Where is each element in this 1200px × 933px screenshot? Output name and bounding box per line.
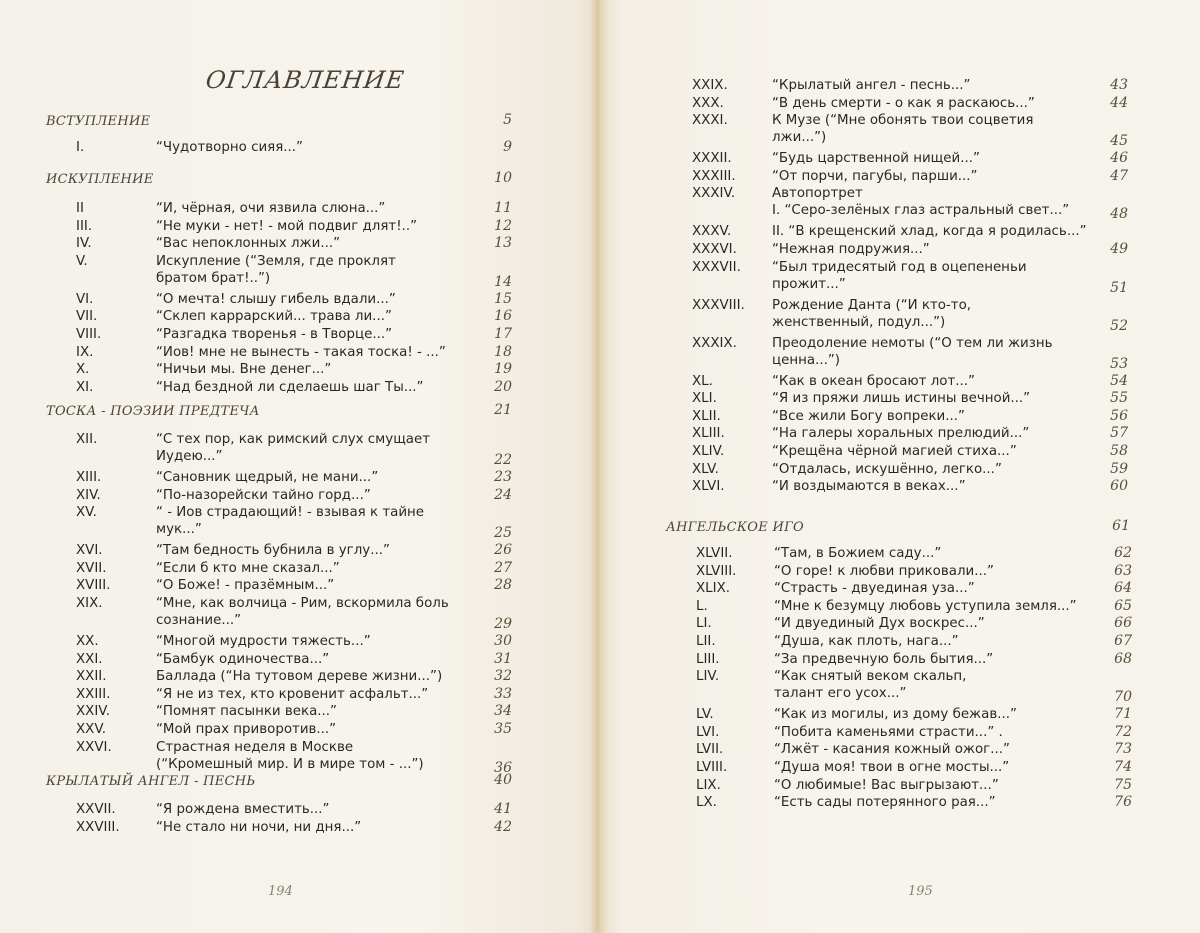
entry-title: “Если б кто мне сказал...” bbox=[156, 560, 340, 576]
entry-title: “По-назорейски тайно горд...” bbox=[156, 487, 371, 503]
entry-number: VIII. bbox=[76, 327, 102, 342]
entry-page: 67 bbox=[1114, 633, 1132, 649]
entry-title: “О горе! к любви приковали...” bbox=[774, 563, 994, 579]
entry-number: XIX. bbox=[76, 596, 103, 611]
entry-page: 45 bbox=[1110, 133, 1128, 150]
entry-page: 11 bbox=[494, 200, 512, 216]
entry-number: XXXVII. bbox=[692, 259, 741, 275]
entry-number: X. bbox=[76, 362, 90, 378]
entry-page: 44 bbox=[1110, 94, 1128, 111]
entry-title: “Отдалась, искушённо, легко...” bbox=[772, 461, 1002, 477]
entry-page: 51 bbox=[1110, 279, 1128, 296]
section-page: 10 bbox=[494, 170, 512, 186]
entry-number: XLIX. bbox=[696, 581, 731, 597]
entry-title: “И воздымаются в веках...” bbox=[772, 479, 966, 495]
section-page: 40 bbox=[494, 772, 512, 788]
entry-title: “Как из могилы, из дому бежав...” bbox=[774, 707, 1017, 723]
entry-page: 27 bbox=[494, 559, 512, 576]
entry-number: XLVIII. bbox=[696, 563, 737, 579]
entry-title: “На галеры хоральных прелюдий...” bbox=[772, 426, 1030, 442]
entry-number: XLIII. bbox=[692, 426, 725, 442]
entry-number: XXX. bbox=[692, 95, 724, 111]
entry-title: “Мне к безумцу любовь уступила земля...” bbox=[774, 598, 1077, 614]
entry-number: XXIX. bbox=[692, 78, 728, 93]
section-page: 5 bbox=[503, 112, 512, 128]
entry-title: “Склеп каррарский... трава ли...” bbox=[156, 309, 392, 325]
entry-number: XXXII. bbox=[692, 151, 732, 167]
entry-page: 54 bbox=[1110, 372, 1128, 389]
entry-page: 71 bbox=[1114, 706, 1132, 723]
entry-page: 17 bbox=[494, 326, 512, 342]
entry-title: Рождение Данта (“И кто-то, женственный, подул...”) bbox=[772, 297, 972, 330]
entry-page: 26 bbox=[494, 542, 512, 559]
entry-page: 13 bbox=[494, 235, 512, 252]
entry-number: V. bbox=[76, 253, 88, 269]
entry-title: “Есть сады потерянного рая...” bbox=[774, 795, 996, 811]
entry-page: 70 bbox=[1114, 689, 1132, 706]
entry-title: “Крещёна чёрной магией стиха...” bbox=[772, 444, 1017, 459]
entry-page: 14 bbox=[494, 273, 512, 290]
entry-page: 60 bbox=[1110, 478, 1128, 495]
entry-number: LX. bbox=[696, 795, 717, 811]
entry-number: LI. bbox=[696, 616, 712, 632]
entry-title: “Как снятый веком скальп, талант его усох...” bbox=[774, 669, 967, 702]
entry-title: “И, чёрная, очи язвила слюна...” bbox=[156, 201, 386, 216]
entry-title: “Я не из тех, кто кровенит асфальт...” bbox=[156, 686, 429, 702]
entry-number: XIII. bbox=[76, 470, 102, 485]
entry-page: 48 bbox=[1110, 206, 1128, 223]
entry-page: 63 bbox=[1114, 562, 1132, 579]
entry-title: К Музе (“Мне обонять твои соцветия лжи...”) bbox=[772, 113, 1034, 146]
entry-title: “Будь царственной нищей...” bbox=[772, 151, 980, 167]
entry-page: 56 bbox=[1110, 407, 1128, 424]
section-heading: ИСКУПЛЕНИЕ bbox=[46, 172, 154, 187]
section-heading: ТОСКА - ПОЭЗИИ ПРЕДТЕЧА bbox=[46, 404, 260, 419]
entry-number: LIII. bbox=[696, 651, 720, 667]
entry-number: XXXI. bbox=[692, 113, 728, 129]
entry-title: “Мне, как волчица - Рим, вскормила боль сознание...” bbox=[156, 596, 449, 628]
entry-number: LVI. bbox=[696, 724, 720, 740]
entry-number: XVIII. bbox=[76, 578, 111, 594]
entry-title: “Бамбук одиночества...” bbox=[156, 651, 330, 667]
entry-page: 64 bbox=[1114, 580, 1132, 597]
entry-title: “Многой мудрости тяжесть...” bbox=[156, 634, 371, 649]
entry-number: LV. bbox=[696, 707, 714, 723]
entry-number: XXI. bbox=[76, 651, 103, 667]
entry-number: I. bbox=[76, 140, 85, 155]
entry-number: IV. bbox=[76, 236, 92, 252]
entry-number: XXVII. bbox=[76, 802, 116, 817]
entry-page: 68 bbox=[1114, 650, 1132, 667]
entry-page: 66 bbox=[1114, 615, 1132, 632]
entry-number: XLV. bbox=[692, 461, 719, 477]
entry-title: “О любимые! Вас выгрызают...” bbox=[774, 777, 999, 793]
entry-page: 25 bbox=[494, 525, 512, 542]
entry-page: 73 bbox=[1114, 741, 1132, 758]
entry-title: “ - Иов страдающий! - взывая к тайне мук...” bbox=[156, 505, 425, 538]
entry-number: II bbox=[76, 201, 84, 216]
section-heading: ВСТУПЛЕНИЕ bbox=[46, 114, 151, 129]
entry-page: 23 bbox=[494, 469, 512, 485]
entry-title: “Не стало ни ночи, ни дня...” bbox=[156, 819, 362, 835]
entry-page: 31 bbox=[494, 650, 512, 667]
entry-number: XXVI. bbox=[76, 739, 112, 755]
entry-page: 34 bbox=[494, 703, 512, 720]
entry-title: “Крылатый ангел - песнь...” bbox=[772, 78, 971, 93]
entry-number: VI. bbox=[76, 291, 94, 307]
entry-title: Баллада (“На тутовом дереве жизни...”) bbox=[156, 669, 443, 685]
entry-title: “Разгадка творенья - в Творце...” bbox=[156, 327, 393, 342]
entry-page: 47 bbox=[1110, 167, 1128, 184]
entry-page: 32 bbox=[494, 668, 512, 685]
entry-number: LIV. bbox=[696, 669, 720, 685]
entry-page: 46 bbox=[1110, 150, 1128, 167]
entry-number: III. bbox=[76, 218, 93, 234]
entry-page: 19 bbox=[494, 361, 512, 378]
entry-title: “За предвечную боль бытия...” bbox=[774, 651, 994, 667]
entry-number: L. bbox=[696, 598, 708, 614]
entry-page: 59 bbox=[1110, 460, 1128, 477]
entry-title: “Над бездной ли сделаешь шаг Ты...” bbox=[156, 379, 424, 395]
entry-number: IX. bbox=[76, 344, 94, 360]
right-folio: 195 bbox=[908, 884, 933, 899]
entry-page: 33 bbox=[494, 685, 512, 702]
entry-number: LII. bbox=[696, 634, 716, 649]
entry-title: “И двуединый Дух воскрес...” bbox=[774, 616, 985, 632]
entry-title: “Лжёт - касания кожный ожог...” bbox=[774, 742, 1010, 758]
entry-title: “Чудотворно сияя...” bbox=[156, 140, 303, 155]
entry-page: 12 bbox=[494, 217, 512, 234]
entry-number: XLIV. bbox=[692, 444, 725, 459]
entry-number: XX. bbox=[76, 634, 99, 649]
entry-title: “Там, в Божием саду...” bbox=[774, 546, 942, 561]
section-page: 21 bbox=[494, 402, 512, 418]
entry-page: 52 bbox=[1110, 317, 1128, 334]
entry-page: 43 bbox=[1110, 77, 1128, 93]
entry-number: LVII. bbox=[696, 742, 724, 758]
entry-title: “Ничьи мы. Вне денег...” bbox=[156, 362, 332, 378]
entry-page: 22 bbox=[494, 452, 512, 468]
entry-title: “Душа моя! твои в огне мосты...” bbox=[774, 760, 1010, 775]
entry-title: “Сановник щедрый, не мани...” bbox=[156, 470, 379, 485]
entry-page: 16 bbox=[494, 308, 512, 325]
entry-number: XXXVI. bbox=[692, 242, 737, 257]
entry-number: LVIII. bbox=[696, 760, 728, 775]
entry-page: 49 bbox=[1110, 241, 1128, 257]
entry-page: 72 bbox=[1114, 723, 1132, 740]
entry-page: 28 bbox=[494, 577, 512, 594]
entry-title: Страстная неделя в Москве (“Кромешный мир. И в мире том - ...”) bbox=[156, 739, 424, 772]
entry-page: 75 bbox=[1114, 776, 1132, 793]
entry-title: “Не муки - нет! - мой подвиг длят!..” bbox=[156, 218, 418, 234]
entry-title: “От порчи, пагубы, парши...” bbox=[772, 168, 978, 184]
entry-page: 74 bbox=[1114, 759, 1132, 775]
entry-title: “Я из пряжи лишь истины вечной...” bbox=[772, 391, 1031, 407]
section-heading: АНГЕЛЬСКОЕ ИГО bbox=[666, 520, 804, 535]
entry-number: XXVIII. bbox=[76, 819, 120, 835]
entry-title: “Душа, как плоть, нага...” bbox=[774, 634, 959, 649]
entry-number: XXXIV. bbox=[692, 186, 736, 202]
entry-title: “Все жили Богу вопреки...” bbox=[772, 408, 965, 424]
entry-number: XXV. bbox=[76, 722, 107, 737]
entry-number: XXIII. bbox=[76, 686, 111, 702]
entry-title: “С тех пор, как римский слух смущает Иудею...” bbox=[156, 432, 431, 464]
entry-number: XXXVIII. bbox=[692, 297, 745, 313]
page-title: ОГЛАВЛЕНИЕ bbox=[204, 66, 407, 94]
entry-title: “Иов! мне не вынесть - такая тоска! - ...” bbox=[156, 344, 446, 360]
book-gutter bbox=[590, 0, 608, 933]
entry-title: Автопортрет I. “Серо-зелёных глаз астральный свет...” bbox=[772, 186, 1070, 219]
entry-page: 42 bbox=[494, 818, 512, 835]
entry-page: 62 bbox=[1114, 545, 1132, 561]
entry-page: 9 bbox=[503, 139, 512, 155]
entry-number: XLVII. bbox=[696, 546, 733, 561]
entry-number: XLII. bbox=[692, 408, 721, 424]
entry-title: “Там бедность бубнила в углу...” bbox=[156, 543, 390, 559]
entry-number: XXXV. bbox=[692, 224, 732, 240]
entry-page: 35 bbox=[494, 721, 512, 737]
entry-title: “Помнят пасынки века...” bbox=[156, 704, 337, 720]
entry-title: Преодоление немоты (“О тем ли жизнь ценна...”) bbox=[772, 335, 1053, 368]
entry-page: 65 bbox=[1114, 597, 1132, 614]
entry-number: XXIV. bbox=[76, 704, 110, 720]
entry-page: 36 bbox=[494, 759, 512, 776]
entry-title: Искупление (“Земля, где проклят братом брат!..”) bbox=[156, 253, 396, 286]
entry-page: 20 bbox=[494, 378, 512, 395]
entry-title: “Страсть - двуединая уза...” bbox=[774, 581, 975, 597]
section-page: 61 bbox=[1112, 518, 1130, 534]
entry-title: “Вас непоклонных лжи...” bbox=[156, 236, 341, 252]
entry-title: “Был тридесятый год в оцепененьи прожит...” bbox=[772, 259, 1027, 292]
entry-number: XLVI. bbox=[692, 479, 725, 495]
entry-number: XLI. bbox=[692, 391, 717, 407]
entry-title: “Как в океан бросают лот...” bbox=[772, 373, 975, 389]
entry-title: “О Боже! - празёмным...” bbox=[156, 578, 335, 594]
entry-number: VII. bbox=[76, 309, 98, 325]
entry-page: 29 bbox=[494, 616, 512, 632]
entry-number: XXII. bbox=[76, 669, 107, 685]
entry-title: “Мой прах приворотив...” bbox=[156, 722, 337, 737]
entry-number: XXXIII. bbox=[692, 168, 736, 184]
entry-title: “Я рождена вместить...” bbox=[156, 802, 330, 817]
entry-number: XXXIX. bbox=[692, 335, 737, 351]
left-folio: 194 bbox=[268, 884, 293, 899]
entry-title: “О мечта! слышу гибель вдали...” bbox=[156, 291, 396, 307]
entry-page: 55 bbox=[1110, 390, 1128, 407]
entry-title: “Нежная подружия...” bbox=[772, 242, 930, 257]
entry-number: XVI. bbox=[76, 543, 103, 559]
entry-page: 76 bbox=[1114, 794, 1132, 811]
entry-number: XV. bbox=[76, 505, 97, 521]
entry-number: XVII. bbox=[76, 560, 107, 576]
entry-page: 30 bbox=[494, 633, 512, 649]
entry-number: XIV. bbox=[76, 487, 101, 503]
entry-page: 41 bbox=[494, 801, 512, 817]
section-heading: КРЫЛАТЫЙ АНГЕЛ - ПЕСНЬ bbox=[46, 774, 256, 789]
entry-title: II. “В крещенский хлад, когда я родилась...” bbox=[772, 224, 1087, 240]
entry-title: “В день смерти - о как я раскаюсь...” bbox=[772, 95, 1035, 111]
entry-page: 57 bbox=[1110, 425, 1128, 442]
entry-number: XI. bbox=[76, 379, 94, 395]
entry-number: LIX. bbox=[696, 777, 721, 793]
entry-page: 18 bbox=[494, 343, 512, 360]
entry-page: 15 bbox=[494, 290, 512, 307]
entry-number: XII. bbox=[76, 432, 98, 447]
entry-page: 58 bbox=[1110, 443, 1128, 459]
entry-title: “Побита каменьями страсти...” . bbox=[774, 724, 1003, 740]
entry-page: 24 bbox=[494, 486, 512, 503]
entry-number: XL. bbox=[692, 373, 713, 389]
entry-page: 53 bbox=[1110, 355, 1128, 372]
